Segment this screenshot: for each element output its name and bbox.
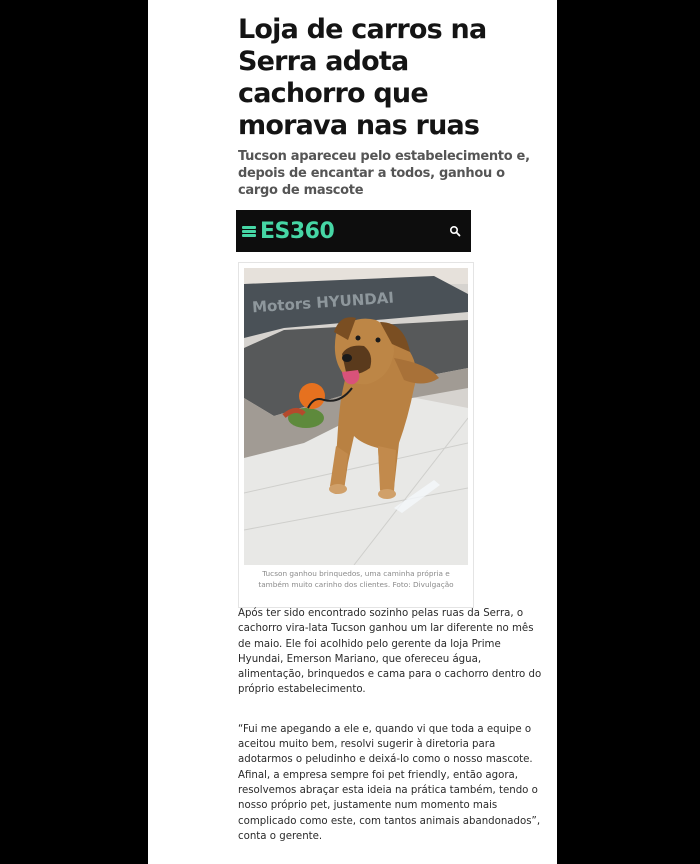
article-page (148, 0, 557, 864)
site-navbar (236, 210, 471, 252)
article-headline: Loja de carros na Serra adota cachorro que morava nas ruas (238, 14, 487, 141)
article-paragraph-2: “Fui me apegando a ele e, quando vi que toda a equipe o aceitou muito bem, resolvi sugerir à diretoria para adotarmos o peludinho e deixá-lo como o nosso mascote. Afinal, a empresa sempre foi pet friendly, então agora, resolvemos abraçar esta ideia na prática também, tendo o nosso próprio pet, justamente num momento mais complicado como este, com tantos animais abandonados”, conta o gerente. (238, 723, 541, 842)
search-icon[interactable] (449, 225, 461, 237)
article-paragraph-1: Após ter sido encontrado sozinho pelas ruas da Serra, o cachorro vira-lata Tucson ganhou um lar diferente no mês de maio. Ele foi acolhido pelo gerente da loja Prime Hyundai, Emerson Mariano, que ofereceu água, alimentação, brinquedos e cama para o cachorro dentro do próprio estabelecimento. (238, 608, 542, 696)
article-figure (238, 262, 474, 608)
article-subheadline: Tucson apareceu pelo estabelecimento e, depois de encantar a todos, ganhou o cargo de mascote (238, 149, 530, 198)
article-body (238, 606, 543, 864)
site-logo[interactable]: ES360 (260, 218, 335, 244)
figure-caption: Tucson ganhou brinquedos, uma caminha própria e também muito carinho dos clientes. Foto: Divulgação (258, 569, 454, 589)
doormat-text: Motors HYUNDAI (251, 288, 395, 317)
dog-photo (244, 268, 468, 565)
hamburger-menu-icon[interactable] (242, 224, 258, 238)
